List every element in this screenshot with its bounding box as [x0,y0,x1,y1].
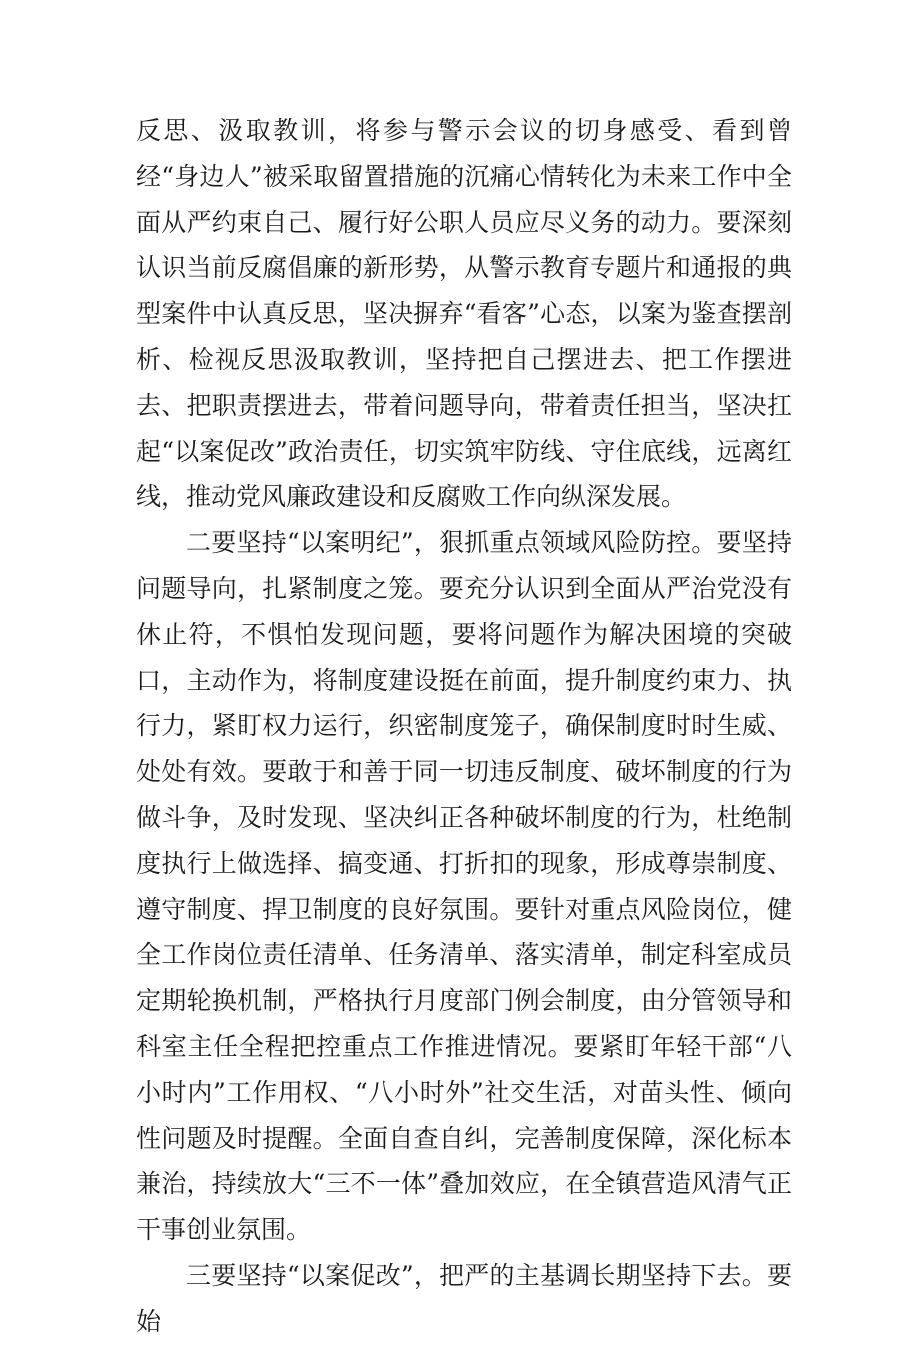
document-body [136,108,792,1345]
paragraph-continuation: 反思、汲取教训，将参与警示会议的切身感受、看到曾经“身边人”被采取留置措施的沉痛心情转化为未来工作中全面从严约束自己、履行好公职人员应尽义务的动力。要深刻认识当前反腐倡廉的新形势，从警示教育专题片和通报的典型案件中认真反思，坚决摒弃“看客”心态，以案为鉴查摆剖析、检视反思汲取教训，坚持把自己摆进去、把工作摆进去、把职责摆进去，带着问题导向，带着责任担当，坚决扛起“以案促改”政治责任，切实筑牢防线、守住底线，远离红线，推动党风廉政建设和反腐败工作向纵深发展。 [136,116,792,512]
paragraph-point-two: 二要坚持“以案明纪”，狠抓重点领域风险防控。要坚持问题导向，扎紧制度之笼。要充分认识到全面从严治党没有休止符，不惧怕发现问题，要将问题作为解决困境的突破口，主动作为，将制度建设挺在前面，提升制度约束力、执行力，紧盯权力运行，织密制度笼子，确保制度时时生威、处处有效。要敢于和善于同一切违反制度、破坏制度的行为做斗争，及时发现、坚决纠正各种破坏制度的行为，杜绝制度执行上做选择、搞变通、打折扣的现象，形成尊崇制度、遵守制度、捍卫制度的良好氛围。要针对重点风险岗位，健全工作岗位责任清单、任务清单、落实清单，制定科室成员定期轮换机制，严格执行月度部门例会制度，由分管领导和科室主任全程把控重点工作推进情况。要紧盯年轻干部“八小时内”工作用权、“八小时外”社交生活，对苗头性、倾向性问题及时提醒。全面自查自纠，完善制度保障，深化标本兼治，持续放大“三不一体”叠加效应，在全镇营造风清气正干事创业氛围。 [136,528,792,1245]
paragraph-point-three: 三要坚持“以案促改”，把严的主基调长期坚持下去。要始 [136,1260,792,1336]
